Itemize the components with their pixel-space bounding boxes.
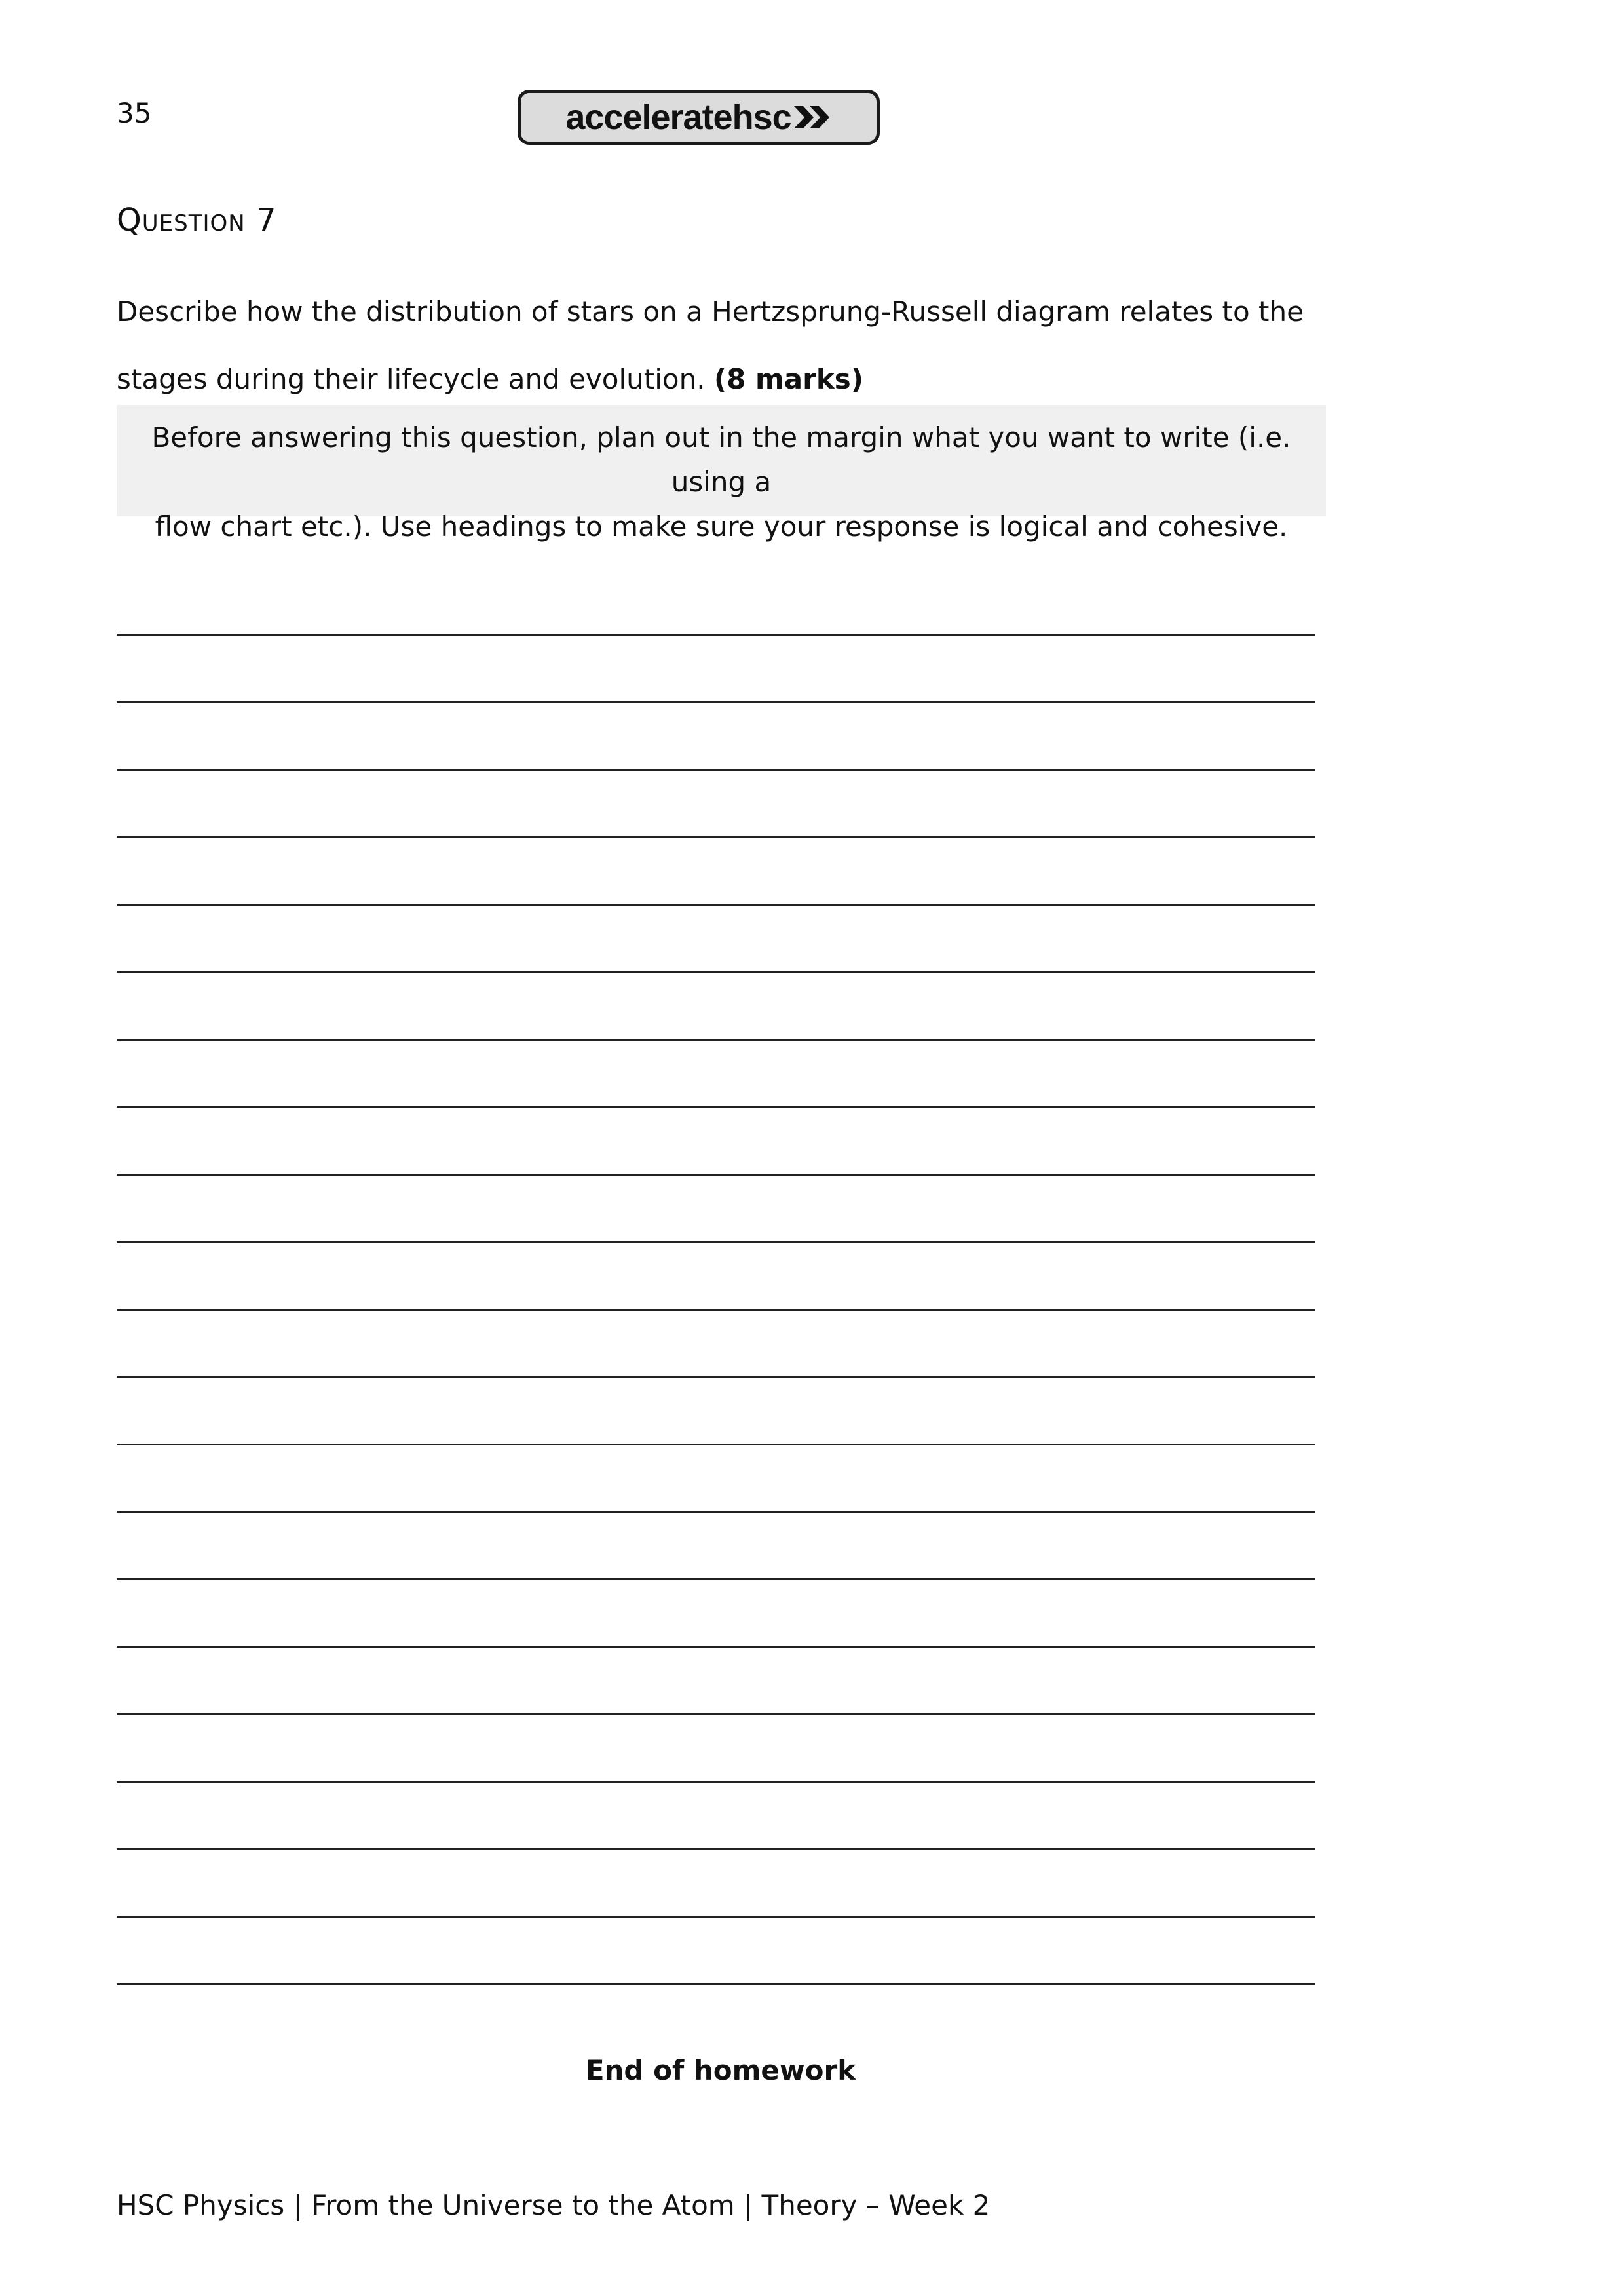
- writing-line: [117, 1916, 1315, 1918]
- double-chevron-right-icon: [793, 104, 832, 131]
- writing-line: [117, 904, 1315, 906]
- acceleratehsc-logo: [518, 90, 880, 145]
- marks-label: (8 marks): [713, 363, 863, 395]
- advice-line-2: flow chart etc.). Use headings to make sure your response is logical and cohesive.: [155, 510, 1288, 543]
- writing-line: [117, 1713, 1315, 1715]
- writing-line: [117, 634, 1315, 636]
- writing-line: [117, 1376, 1315, 1378]
- writing-line: [117, 1511, 1315, 1513]
- writing-line: [117, 1781, 1315, 1783]
- end-of-homework: End of homework: [585, 2054, 856, 2086]
- writing-line: [117, 1309, 1315, 1311]
- question-heading: Question 7: [117, 202, 277, 239]
- writing-line: [117, 1848, 1315, 1850]
- writing-line: [117, 769, 1315, 771]
- writing-line: [117, 1174, 1315, 1176]
- writing-line: [117, 971, 1315, 973]
- writing-line: [117, 1241, 1315, 1243]
- writing-line: [117, 1983, 1315, 1985]
- writing-line: [117, 1106, 1315, 1108]
- writing-line: [117, 701, 1315, 703]
- answer-lines: [117, 634, 1315, 2051]
- writing-line: [117, 1039, 1315, 1041]
- writing-line: [117, 836, 1315, 838]
- question-text: Describe how the distribution of stars on a Hertzsprung-Russell diagram relates to the stages during their lifecycle and evolution.: [117, 296, 1304, 395]
- page-number: 35: [117, 97, 152, 129]
- logo-text: acceleratehsc: [565, 98, 791, 137]
- footer: HSC Physics | From the Universe to the Atom | Theory – Week 2: [117, 2189, 991, 2221]
- writing-line: [117, 1646, 1315, 1648]
- writing-line: [117, 1444, 1315, 1445]
- advice-line-1: Before answering this question, plan out in the margin what you want to write (i.e. using a: [151, 421, 1291, 498]
- writing-line: [117, 1578, 1315, 1580]
- advice-box: [117, 405, 1326, 543]
- question-prompt: [117, 278, 1335, 413]
